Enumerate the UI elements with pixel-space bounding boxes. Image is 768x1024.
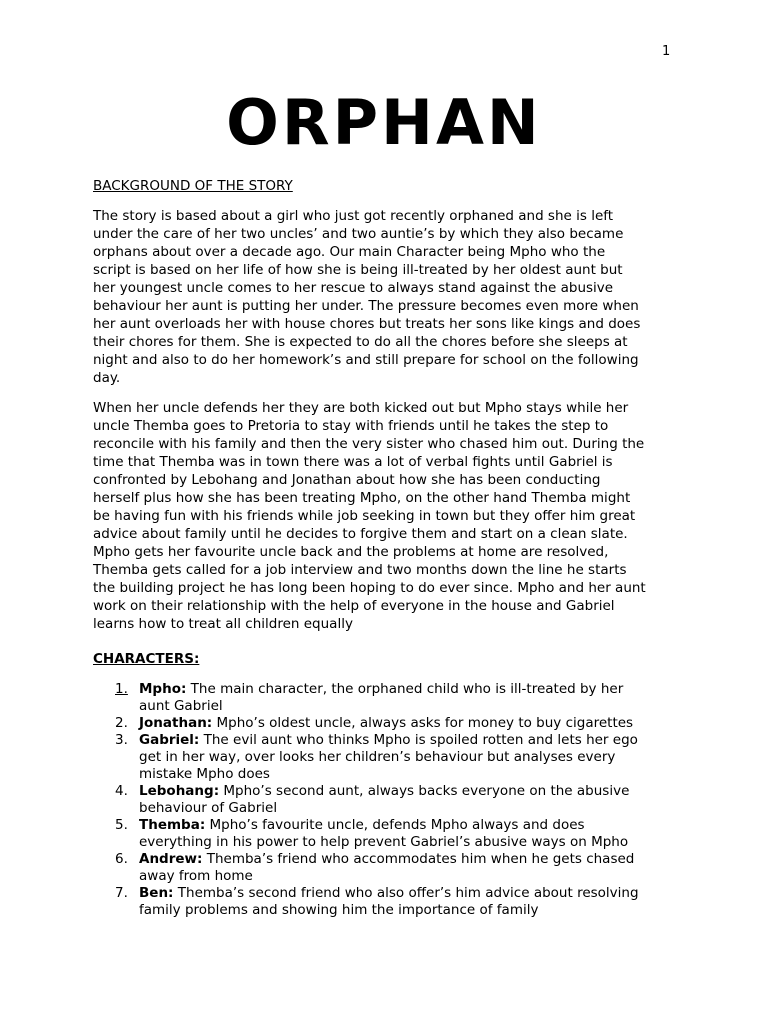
character-name: Gabriel: (139, 732, 200, 748)
character-description: The main character, the orphaned child who is ill-treated by her aunt Gabriel (139, 681, 624, 714)
list-number: 6. (115, 851, 128, 867)
character-name: Mpho: (139, 681, 187, 697)
characters-list (93, 681, 683, 919)
list-number: 3. (115, 732, 128, 748)
character-description: Mpho’s favourite uncle, defends Mpho always and does everything in his power to help prevent Gabriel’s abusive ways on Mpho (139, 817, 629, 850)
list-number: 4. (115, 783, 128, 799)
background-heading: BACKGROUND OF THE STORY (93, 178, 293, 194)
character-name: Themba: (139, 817, 206, 833)
character-description: The evil aunt who thinks Mpho is spoiled rotten and lets her ego get in her way, over looks her children’s behaviour but analyses every mistake Mpho does (139, 732, 638, 782)
list-number: 1. (115, 681, 128, 697)
character-description: Themba’s second friend who also offer’s him advice about resolving family problems and showing him the importance of family (139, 885, 639, 918)
character-description: Mpho’s oldest uncle, always asks for money to buy cigarettes (212, 715, 634, 731)
page-number: 1 (662, 44, 671, 59)
character-name: Andrew: (139, 851, 203, 867)
list-number: 7. (115, 885, 128, 901)
list-number: 2. (115, 715, 128, 731)
characters-heading: CHARACTERS: (93, 651, 200, 667)
character-name: Jonathan: (139, 715, 213, 731)
list-item (93, 715, 683, 732)
list-item (93, 817, 683, 851)
list-item (93, 681, 683, 715)
document-body (93, 177, 683, 919)
paragraph: When her uncle defends her they are both kicked out but Mpho stays while her uncle Themba goes to Pretoria to stay with friends until he takes the step to reconcile with his family and then the very sister who chased him out. During the time that Themba was in town there was a lot of verbal fights until Gabriel is confronted by Lebohang and Jonathan about how she has been conducting herself plus how she has been treating Mpho, on the other hand Themba might be having fun with his friends while job seeking in town but they offer him great advice about family until he decides to forgive them and start on a clean slate. Mpho gets her favourite uncle back and the problems at home are resolved, Themba gets called for a job interview and two months down the line he starts the building project he has long been hoping to do ever since. Mpho and her aunt work on their relationship with the help of everyone in the house and Gabriel learns how to treat all children equally (93, 400, 646, 632)
character-description: Mpho’s second aunt, always backs everyone on the abusive behaviour of Gabriel (139, 783, 630, 816)
paragraph: The story is based about a girl who just got recently orphaned and she is left under the care of her two uncles’ and two auntie’s by which they also became orphans about over a decade ago. Our main Character being Mpho who the script is based on her life of how she is being ill-treated by her oldest aunt but her youngest uncle comes to her rescue to always stand against the abusive behaviour her aunt is putting her under. The pressure becomes even more when her aunt overloads her with house chores but treats her sons like kings and does their chores for them. She is expected to do all the chores before she sleeps at night and also to do her homework’s and still prepare for school on the following day. (93, 208, 641, 386)
character-description: Themba’s friend who accommodates him when he gets chased away from home (139, 851, 635, 884)
list-item (93, 885, 683, 919)
list-item (93, 851, 683, 885)
document-title: ORPHAN (226, 86, 542, 159)
list-item (93, 783, 683, 817)
character-name: Ben: (139, 885, 174, 901)
list-item (93, 732, 683, 783)
list-number: 5. (115, 817, 128, 833)
character-name: Lebohang: (139, 783, 220, 799)
